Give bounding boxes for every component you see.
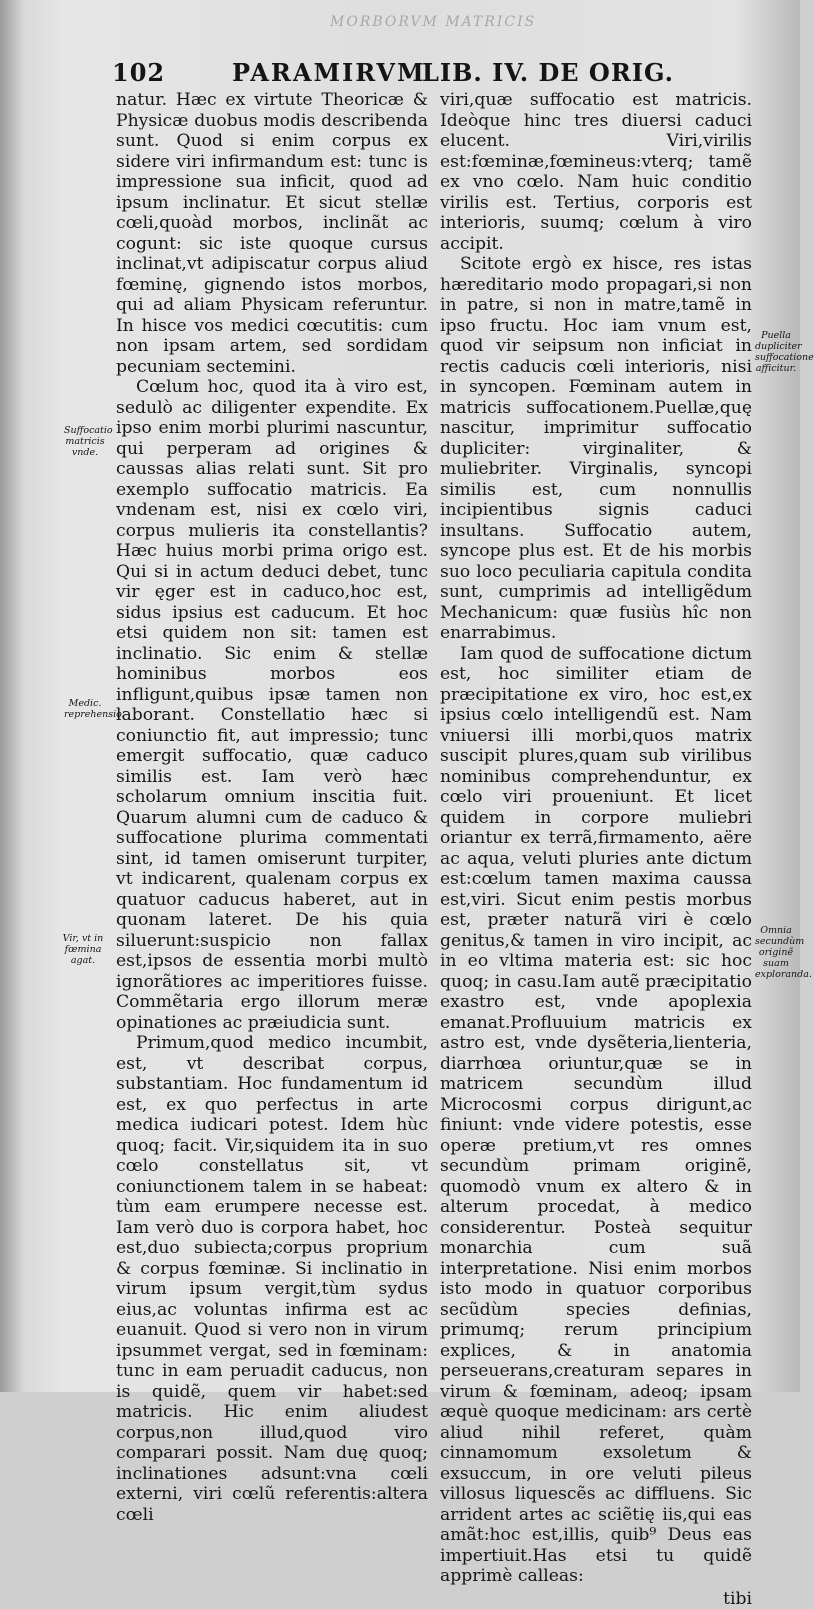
catchword: tibi <box>440 1589 752 1609</box>
left-paragraph-1: natur. Hæc ex virtute Theoricæ & Physicæ duobus modis describenda sunt. Quod si enim corpus ex sidere viri infirmandum est: tunc is impressione sua inficit, quod ad ipsum inclinatur. Et sicut stellæ cœli,quoàd morbos, inclinãt ac cogunt: sic iste quoque cursus inclinat,vt adipiscatur corpus aliud fœminę, gignendo istos morbos, qui ad aliam Physicam referuntur. In hisce vos medici cœcutitis: cum non ipsam artem, sed sordidam pecuniam sectemini. <box>116 90 428 377</box>
book-title: LIB. IV. DE ORIG. <box>422 58 674 87</box>
page-number: 102 <box>112 58 165 87</box>
left-paragraph-2: Cœlum hoc, quod ita à viro est, sedulò ac diligenter expendite. Ex ipso enim morbi plurimi nascuntur, qui perperam ad origines & caussas alias relati sunt. Sit pro exemplo suffocatio matricis. Ea vndenam est, nisi ex cœlo viri, corpus mulieris ita constellantis? Hæc huius morbi prima origo est. Qui si in actum deduci debet, tunc vir ęger est in caduco,hoc est, sidus ipsius est caducum. Et hoc etsi quidem non sit: tamen est inclinatio. Sic enim & stellæ hominibus morbos eos infligunt,quibus ipsæ tamen non laborant. Constellatio hæc si coniunctio fit, aut impressio; tunc emergit suffocatio, quæ caduco similis est. Iam verò hæc scholarum omnium inscitia fuit. Quarum alumni cum de caduco & suffocatione plurima commentati sint, id tamen omiserunt turpiter, vt indicarent, qualenam corpus ex quatuor caducus haberet, aut in quonam lateret. De his quia siluerunt:suspicio non fallax est,ipsos de essentia morbi multò ignorãtiores ac imperitiores fuisse. Commẽtaria ergo illorum meræ opinationes ac præiudicia sunt. <box>116 377 428 1033</box>
margin-note-puellae: Puella dupliciter suffocatione afficitur. <box>755 330 797 374</box>
left-paragraph-3: Primum,quod medico incumbit, est, vt describat corpus, substantiam. Hoc fundamentum id est, ex quo perfectus in arte medica iudicari potest. Idem hùc quoq; facit. Vir,siquidem ita in suo cœlo constellatus sit, vt coniunctionem talem in se habeat: tùm eam erumpere necesse est. Iam verò duo is corpora habet, hoc est,duo subiecta;corpus proprium & corpus fœminæ. Si inclinatio in virum ipsum vergit,tùm sydus eius,ac voluntas infirma est ac euanuit. Quod si vero non in virum ipsummet vergat, sed in fœminam: tunc in eam peruadit caducus, non is quidẽ, quem vir habet:sed matricis. Hic enim aliudest corpus,non illud,quod viro comparari possit. Nam duę quoq; inclinationes adsunt:vna cœli externi, viri cœlũ referentis:altera cœli <box>116 1033 428 1525</box>
margin-note-suffocatio: Suffocatio matricis vnde. <box>64 425 106 458</box>
margin-note-medic-reprehensio: Medic. reprehensio. <box>64 698 106 720</box>
bleed-through-text: MORBORVM MATRICIS <box>330 14 536 30</box>
right-paragraph-2: Scitote ergò ex hisce, res istas hæreditario modo propagari,si non in patre, si non in matre,tamẽ in ipso fructu. Hoc iam vnum est, quod vir seipsum non inficiat in rectis caducis cœli interioris, nisi in syncopen. Fœminam autem in matricis suffocationem.Puellæ,quę nascitur, imprimitur suffocatio dupliciter: virginaliter, & muliebriter. Virginalis, syncopi similis est, cum nonnullis incipientibus signis caduci insultans. Suffocatio autem, syncope plus est. Et de his morbis suo loco peculiaria capitula condita sunt, cumprimis ad intelligẽdum Mechanicum: quæ fusiùs hîc non enarrabimus. <box>440 254 752 644</box>
right-paragraph-1: viri,quæ suffocatio est matricis. Ideòque hinc tres diuersi caduci elucent. Viri,virilis est:fœminæ,fœmineus:vterq; tamẽ ex vno cœlo. Nam huic conditio virilis est. Tertius, corporis est interioris, suumq; cœlum à viro accipit. <box>440 90 752 254</box>
left-column <box>116 90 428 1525</box>
margin-note-vir-in-foemina: Vir, vt in fœmina agat. <box>62 933 104 966</box>
running-title: PARAMIRVM <box>232 58 426 87</box>
page-header <box>112 58 762 92</box>
right-column <box>440 90 752 1609</box>
right-paragraph-3: Iam quod de suffocatione dictum est, hoc similiter etiam de præcipitatione ex viro, hoc est,ex ipsius cœlo intelligendũ est. Nam vniuersi illi morbi,quos matrix suscipit plures,quam sub virilibus nominibus comprehenduntur, ex cœlo viri proueniunt. Et licet quidem in corpore muliebri oriantur ex terrã,firmamento, aëre ac aqua, veluti pluries ante dictum est:cœlum tamen maxima caussa est,viri. Sicut enim pestis morbus est, præter naturã viri è cœlo genitus,& tamen in viro incipit, ac in eo vltima materia est: sic hoc quoq; in casu.Iam autẽ præcipitatio exastro est, vnde apoplexia emanat.Profluuium matricis ex astro est, vnde dysẽteria,lienteria, diarrhœa oriuntur,quæ se in matricem secundùm illud Microcosmi corpus dirigunt,ac finiunt: vnde videre potestis, esse operæ pretium,vt res omnes secundùm primam originẽ, quomodò vnum ex altero & in alterum procedat, à medico considerentur. Posteà sequitur monarchia cum suã interpretatione. Nisi enim morbos isto modo in quatuor corporibus secũdùm species definias, primumq; rerum principium explices, & in anatomia perseuerans,creaturam separes in virum & fœminam, adeoq; ipsam æquè quoque medicinam: ars certè aliud nihil referet, quàm cinnamomum exsoletum & exsuccum, in ore veluti pileus villosus liquescẽs ac diffluens. Sic arrident artes ac sciẽtię iis,qui eas amãt:hoc est,illis, quib⁹ Deus eas impertiuit.Has etsi tu quidẽ apprimè calleas: <box>440 644 752 1587</box>
margin-note-omnia-secundum: Omnia secundùm originẽ suam exploranda. <box>755 925 797 980</box>
